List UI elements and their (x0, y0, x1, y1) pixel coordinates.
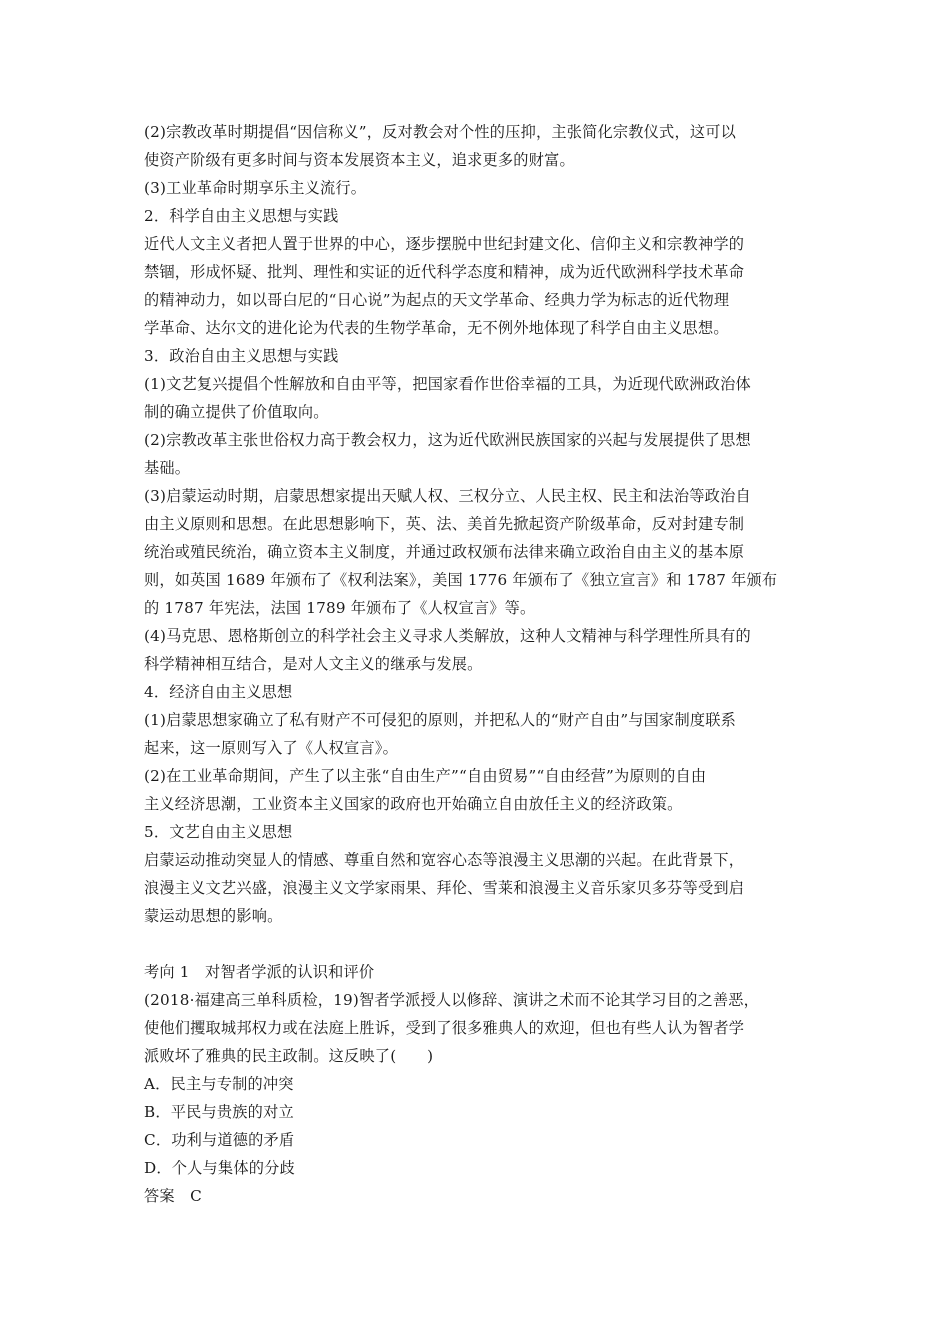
text-line-14: (3)启蒙运动时期，启蒙思想家提出天赋人权、三权分立、人民主权、民主和法治等政治自 (144, 487, 751, 505)
text-line-22: (1)启蒙思想家确立了私有财产不可侵犯的原则，并把私人的“财产自由”与国家制度联系 (144, 711, 736, 729)
text-line-29: 蒙运动思想的影响。 (144, 907, 283, 925)
text-line-6: 禁锢，形成怀疑、批判、理性和实证的近代科学态度和精神，成为近代欧洲科学技术革命 (144, 263, 745, 281)
text-line-27: 启蒙运动推动突显人的情感、尊重自然和宽容心态等浪漫主义思潮的兴起。在此背景下， (144, 851, 745, 869)
text-line-11: 制的确立提供了价值取向。 (144, 403, 329, 421)
text-line-15: 由主义原则和思想。在此思想影响下，英、法、美首先掀起资产阶级革命，反对封建专制 (144, 515, 745, 533)
text-line-19: (4)马克思、恩格斯创立的科学社会主义寻求人类解放，这种人文精神与科学理性所具有的 (144, 627, 751, 645)
text-line-26: 5．文艺自由主义思想 (144, 823, 293, 841)
text-line-23: 起来，这一原则写入了《人权宣言》。 (144, 739, 398, 757)
text-line-25: 主义经济思潮，工业资本主义国家的政府也开始确立自由放任主义的经济政策。 (144, 795, 683, 813)
text-line-18: 的 1787 年宪法，法国 1789 年颁布了《人权宣言》等。 (144, 599, 536, 617)
section-exam-question (144, 958, 812, 1210)
question-line-6: B．平民与贵族的对立 (144, 1103, 294, 1121)
text-line-21: 4．经济自由主义思想 (144, 683, 293, 701)
paragraph-gap (144, 930, 812, 958)
question-line-8: D．个人与集体的分歧 (144, 1159, 295, 1177)
text-line-28: 浪漫主义文艺兴盛，浪漫主义文学家雨果、拜伦、雪莱和浪漫主义音乐家贝多芬等受到启 (144, 879, 745, 897)
text-line-8: 学革命、达尔文的进化论为代表的生物学革命，无不例外地体现了科学自由主义思想。 (144, 319, 729, 337)
text-line-13: 基础。 (144, 459, 191, 477)
question-line-9: 答案 C (144, 1187, 202, 1205)
text-line-4: 2．科学自由主义思想与实践 (144, 207, 339, 225)
question-line-5: A．民主与专制的冲突 (144, 1075, 294, 1093)
question-line-7: C．功利与道德的矛盾 (144, 1131, 295, 1149)
question-line-1: 考向 1 对智者学派的认识和评价 (144, 963, 375, 981)
document-page (144, 118, 812, 1210)
text-line-10: (1)文艺复兴提倡个性解放和自由平等，把国家看作世俗幸福的工具，为近现代欧洲政治体 (144, 375, 751, 393)
text-line-7: 的精神动力，如以哥白尼的“日心说”为起点的天文学革命、经典力学为标志的近代物理 (144, 291, 730, 309)
text-line-17: 则，如英国 1689 年颁布了《权利法案》，美国 1776 年颁布了《独立宣言》和 1787 年颁布 (144, 571, 778, 589)
text-line-12: (2)宗教改革主张世俗权力高于教会权力，这为近代欧洲民族国家的兴起与发展提供了思想 (144, 431, 751, 449)
question-line-3: 使他们攫取城邦权力或在法庭上胜诉，受到了很多雅典人的欢迎，但也有些人认为智者学 (144, 1019, 745, 1037)
text-line-2: 使资产阶级有更多时间与资本发展资本主义，追求更多的财富。 (144, 151, 575, 169)
text-line-9: 3．政治自由主义思想与实践 (144, 347, 339, 365)
text-line-16: 统治或殖民统治，确立资本主义制度，并通过政权颁布法律来确立政治自由主义的基本原 (144, 543, 745, 561)
section-body-text (144, 118, 812, 930)
text-line-24: (2)在工业革命期间，产生了以主张“自由生产”“自由贸易”“自由经营”为原则的自由 (144, 767, 707, 785)
text-line-20: 科学精神相互结合，是对人文主义的继承与发展。 (144, 655, 483, 673)
text-line-3: (3)工业革命时期享乐主义流行。 (144, 179, 367, 197)
question-line-4: 派败坏了雅典的民主政制。这反映了( ) (144, 1047, 434, 1065)
text-line-5: 近代人文主义者把人置于世界的中心，逐步摆脱中世纪封建文化、信仰主义和宗教神学的 (144, 235, 745, 253)
text-line-1: (2)宗教改革时期提倡“因信称义”，反对教会对个性的压抑，主张简化宗教仪式，这可以 (144, 123, 736, 141)
question-line-2: (2018·福建高三单科质检，19)智者学派授人以修辞、演讲之术而不论其学习目的之善恶， (144, 991, 760, 1009)
